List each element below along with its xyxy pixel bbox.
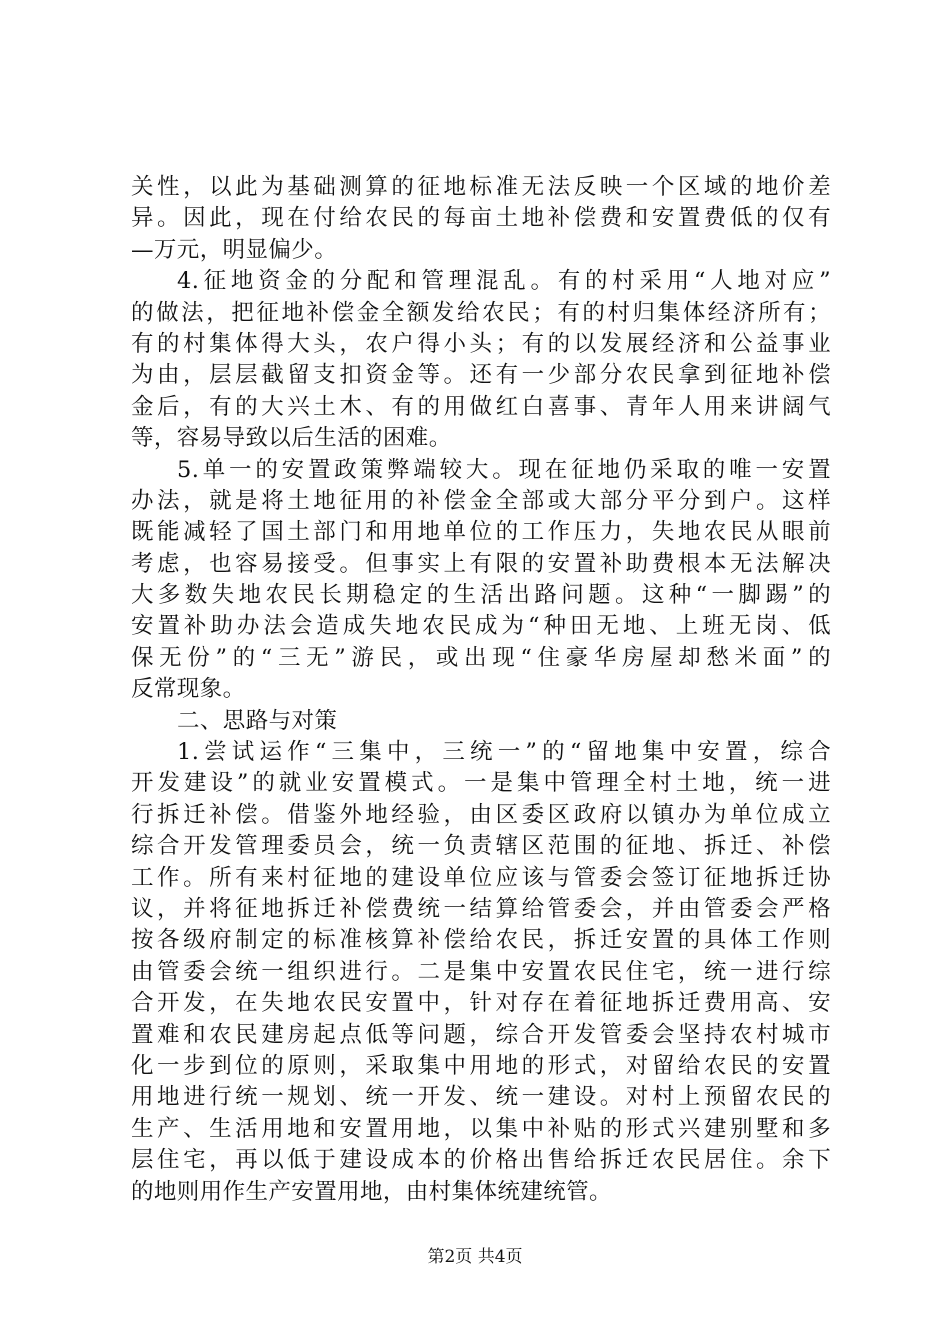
text-line: 为由，层层截留支扣资金等。还有一少部分农民拿到征地补偿: [131, 362, 831, 389]
text-line: 反常现象。: [131, 676, 246, 703]
text-line: 等，容易导致以后生活的困难。: [131, 425, 452, 452]
text-line: 关性，以此为基础测算的征地标准无法反映一个区域的地价差: [131, 174, 831, 200]
text-line: 考虑，也容易接受。但事实上有限的安置补助费根本无法解决: [131, 550, 831, 577]
text-line: 的做法，把征地补偿金全额发给农民；有的村归集体经济所有；: [131, 299, 831, 326]
text-line: 层住宅，再以低于建设成本的价格出售给拆迁农民居住。余下: [131, 1147, 831, 1174]
text-line: 议，并将征地拆迁补偿费统一结算给管委会，并由管委会严格: [131, 895, 831, 922]
text-line: 综合开发管理委员会，统一负责辖区范围的征地、拆迁、补偿: [131, 833, 831, 860]
text-line: 办法，就是将土地征用的补偿金全部或大部分平分到户。这样: [131, 487, 831, 514]
text-line: 4.征地资金的分配和管理混乱。有的村采用“人地对应”: [177, 268, 831, 295]
text-line: 由管委会统一组织进行。二是集中安置农民住宅，统一进行综: [131, 958, 831, 985]
text-line: 安置补助办法会造成失地农民成为“种田无地、上班无岗、低: [131, 613, 831, 640]
text-line: 合开发，在失地农民安置中，针对存在着征地拆迁费用高、安: [131, 990, 831, 1017]
text-line: 金后，有的大兴土木、有的用做红白喜事、青年人用来讲阔气: [131, 393, 831, 420]
text-line: 行拆迁补偿。借鉴外地经验，由区委区政府以镇办为单位成立: [131, 801, 831, 828]
body-text: [131, 172, 831, 1208]
page-number-footer: 第2页 共4页: [427, 1247, 523, 1267]
text-line: 工作。所有来村征地的建设单位应该与管委会签订征地拆迁协: [131, 864, 831, 891]
text-line: —万元，明显偏少。: [131, 236, 338, 263]
text-line: 二、思路与对策: [177, 707, 338, 734]
text-line: 的地则用作生产安置用地，由村集体统建统管。: [131, 1178, 612, 1205]
text-line: 有的村集体得大头，农户得小头；有的以发展经济和公益事业: [131, 330, 831, 357]
text-line: 大多数失地农民长期稳定的生活出路问题。这种“一脚踢”的: [131, 582, 831, 609]
text-line: 生产、生活用地和安置用地，以集中补贴的形式兴建别墅和多: [131, 1115, 831, 1142]
text-line: 既能减轻了国土部门和用地单位的工作压力，失地农民从眼前: [131, 519, 831, 546]
text-line: 化一步到位的原则，采取集中用地的形式，对留给农民的安置: [131, 1052, 831, 1079]
text-line: 用地进行统一规划、统一开发、统一建设。对村上预留农民的: [131, 1084, 831, 1111]
text-line: 1.尝试运作“三集中，三统一”的“留地集中安置，综合: [177, 739, 831, 766]
text-line: 保无份”的“三无”游民，或出现“住豪华房屋却愁米面”的: [131, 644, 831, 671]
text-line: 异。因此，现在付给农民的每亩土地补偿费和安置费低的仅有: [131, 205, 831, 232]
text-line: 5.单一的安置政策弊端较大。现在征地仍采取的唯一安置: [177, 456, 831, 483]
text-line: 置难和农民建房起点低等问题，综合开发管委会坚持农村城市: [131, 1021, 831, 1048]
text-line: 开发建设”的就业安置模式。一是集中管理全村土地，统一进: [131, 770, 831, 797]
text-line: 按各级府制定的标准核算补偿给农民，拆迁安置的具体工作则: [131, 927, 831, 954]
